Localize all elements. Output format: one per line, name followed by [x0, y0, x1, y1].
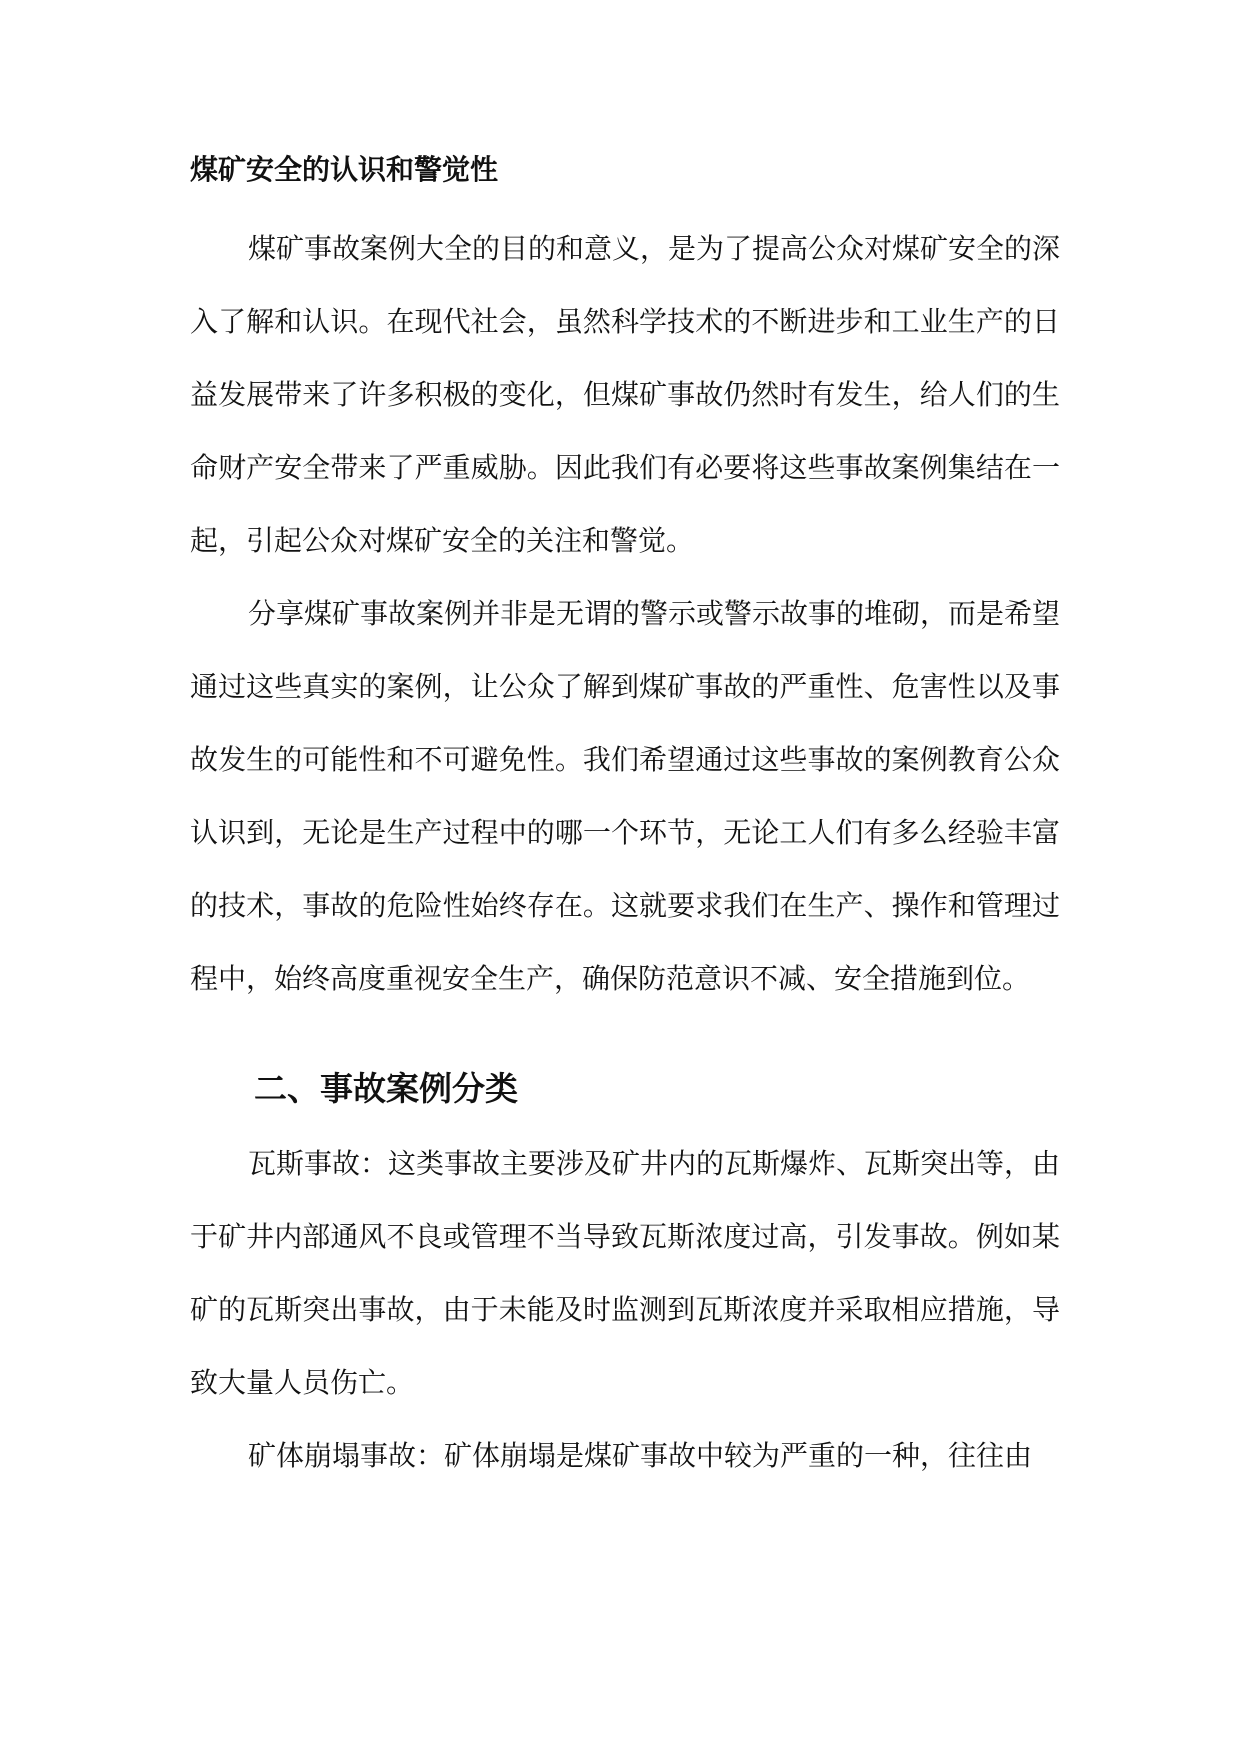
paragraph: 分享煤矿事故案例并非是无谓的警示或警示故事的堆砌，而是希望通过这些真实的案例，让公众了解到煤矿事故的严重性、危害性以及事故发生的可能性和不可避免性。我们希望通过这些事故的案例教育公众认识到，无论是生产过程中的哪一个环节，无论工人们有多么经验丰富的技术，事故的危险性始终存在。这就要求我们在生产、操作和管理过程中，始终高度重视安全生产，确保防范意识不减、安全措施到位。 — [190, 597, 1061, 995]
document-body — [190, 140, 1060, 1492]
paragraph: 矿体崩塌事故：矿体崩塌是煤矿事故中较为严重的一种，往往由 — [248, 1439, 1033, 1472]
section-spacer — [190, 1015, 1060, 1043]
paragraph: 煤矿事故案例大全的目的和意义，是为了提高公众对煤矿安全的深入了解和认识。在现代社会，虽然科学技术的不断进步和工业生产的日益发展带来了许多积极的变化，但煤矿事故仍然时有发生，给人们的生命财产安全带来了严重威胁。因此我们有必要将这些事故案例集结在一起，引起公众对煤矿安全的关注和警觉。 — [190, 232, 1061, 557]
section-heading: 二、事故案例分类 — [254, 1069, 518, 1108]
paragraph: 瓦斯事故：这类事故主要涉及矿井内的瓦斯爆炸、瓦斯突出等，由于矿井内部通风不良或管理不当导致瓦斯浓度过高，引发事故。例如某矿的瓦斯突出事故，由于未能及时监测到瓦斯浓度并采取相应措施，导致大量人员伤亡。 — [190, 1147, 1061, 1399]
document-title: 煤矿安全的认识和警觉性 — [190, 153, 499, 186]
